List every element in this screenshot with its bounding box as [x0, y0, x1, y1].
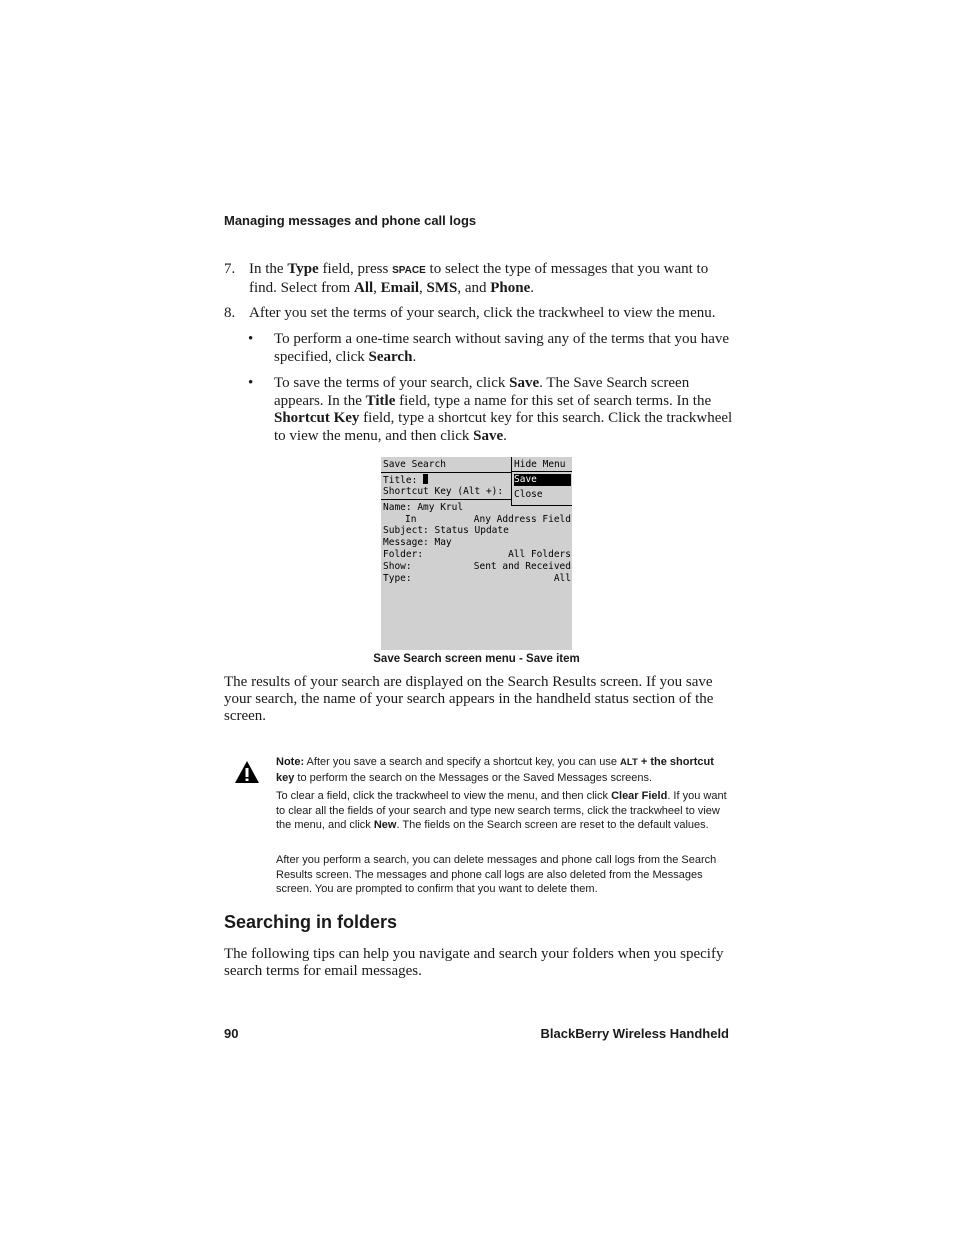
ui-term: Save [473, 427, 504, 444]
show-label: Show: [383, 561, 412, 572]
name-line: Name: Amy Krul [383, 502, 464, 513]
text-run: , and [457, 279, 491, 296]
text-run: field, press [318, 261, 393, 277]
text-run: To perform a one-time search without saving any of the terms that you have specified, click [274, 331, 730, 365]
results-paragraph: The results of your search are displayed on the Search Results screen. If you save your search, the name of your search appears in the handheld status section of the screen. [224, 674, 714, 725]
ui-term: Type [287, 261, 319, 277]
text-run: , [419, 279, 427, 296]
ui-term: All [353, 279, 374, 296]
text-run: to perform the search on the Messages or the Saved Messages screens. [294, 771, 653, 784]
text-run: field, type a shortcut key for this search. Click the trackwheel to view the menu, and then click [274, 410, 733, 444]
menu-divider [512, 471, 572, 472]
text-run: After you save a search and specify a shortcut key, you can use [304, 756, 621, 768]
menu-item-hide-menu[interactable]: Hide Menu [514, 459, 566, 470]
ui-term: Email [380, 279, 419, 296]
text-cursor [423, 474, 428, 484]
text-run: field, type a name for this set of search terms. In the [395, 392, 712, 409]
folder-value: All Folders [508, 549, 571, 560]
text-run: . [503, 427, 507, 444]
section-heading: Searching in folders [224, 912, 398, 932]
title-label: Title: [383, 475, 418, 486]
text-run: To clear a field, click the trackwheel to view the menu, and then click [276, 790, 612, 802]
note-label: Note: [276, 756, 305, 768]
in-value: Any Address Field [473, 514, 571, 525]
screen-header: Save Search [383, 459, 446, 470]
section-paragraph: The following tips can help you navigate and search your folders when you specify search terms for email messages. [224, 946, 724, 980]
key-name: SPACE [392, 265, 426, 276]
page-number: 90 [224, 1026, 239, 1041]
ui-term: Search [368, 348, 413, 365]
message-line: Message: May [383, 537, 452, 548]
text-run: . If you want to clear all the fields of your search and type new search terms, click the trackwheel to view the menu, and click [276, 790, 727, 832]
warning-icon [234, 760, 260, 784]
ui-term: Save [509, 375, 540, 391]
bullet-text [274, 331, 734, 366]
text-run: to select the type of messages that you want to find. Select from [249, 261, 709, 296]
bullet-dot: • [248, 375, 254, 391]
text-run: . [530, 279, 535, 296]
save-search-screen [381, 457, 572, 650]
ui-term: Clear Field [611, 790, 668, 802]
text-run: . [412, 348, 417, 365]
ui-term: Shortcut Key [274, 410, 360, 426]
menu-item-save[interactable]: Save [514, 474, 571, 486]
ui-term: the shortcut key [276, 756, 714, 784]
key-name: ALT [620, 757, 638, 768]
type-label: Type: [383, 573, 412, 584]
text-run: + [637, 756, 651, 768]
ui-term: SMS [426, 279, 458, 296]
in-label: In [405, 514, 417, 525]
title-field[interactable] [383, 474, 428, 486]
text-run: . The Save Search screen appears. In the [274, 375, 690, 409]
step-text: After you set the terms of your search, click the trackwheel to view the menu. [249, 305, 716, 321]
show-value: Sent and Received [473, 561, 571, 572]
bullet-dot: • [248, 331, 254, 347]
note-paragraph-1 [276, 755, 732, 785]
note-paragraph-3: After you perform a search, you can delete messages and phone call logs from the Search Results screen. The messages and phone call logs are also deleted from the Messages screen. You are prompted to confirm that you want to delete them. [276, 854, 717, 896]
note-paragraph-2 [276, 789, 732, 833]
step-number: 8. [224, 305, 236, 321]
ui-term: Title [365, 392, 396, 409]
step-text [249, 261, 734, 297]
book-title: BlackBerry Wireless Handheld [540, 1026, 729, 1041]
text-run: . The fields on the Search screen are reset to the default values. [396, 819, 709, 832]
ui-term: New [373, 819, 397, 832]
header-divider [381, 472, 511, 473]
ui-term: Phone [490, 279, 531, 296]
text-run: , [373, 279, 381, 296]
shortcut-key-field[interactable]: Shortcut Key (Alt +): [383, 486, 504, 497]
context-menu [511, 457, 572, 506]
figure-caption: Save Search screen menu - Save item [373, 653, 580, 665]
running-head: Managing messages and phone call logs [224, 213, 477, 228]
text-run: In the [249, 261, 288, 277]
text-run: To save the terms of your search, click [274, 375, 510, 391]
step-number: 7. [224, 261, 236, 277]
folder-label: Folder: [383, 549, 424, 560]
bullet-text [274, 375, 734, 445]
type-value: All [553, 573, 571, 584]
subject-line: Subject: Status Update [383, 525, 509, 536]
menu-item-close[interactable]: Close [514, 489, 543, 500]
